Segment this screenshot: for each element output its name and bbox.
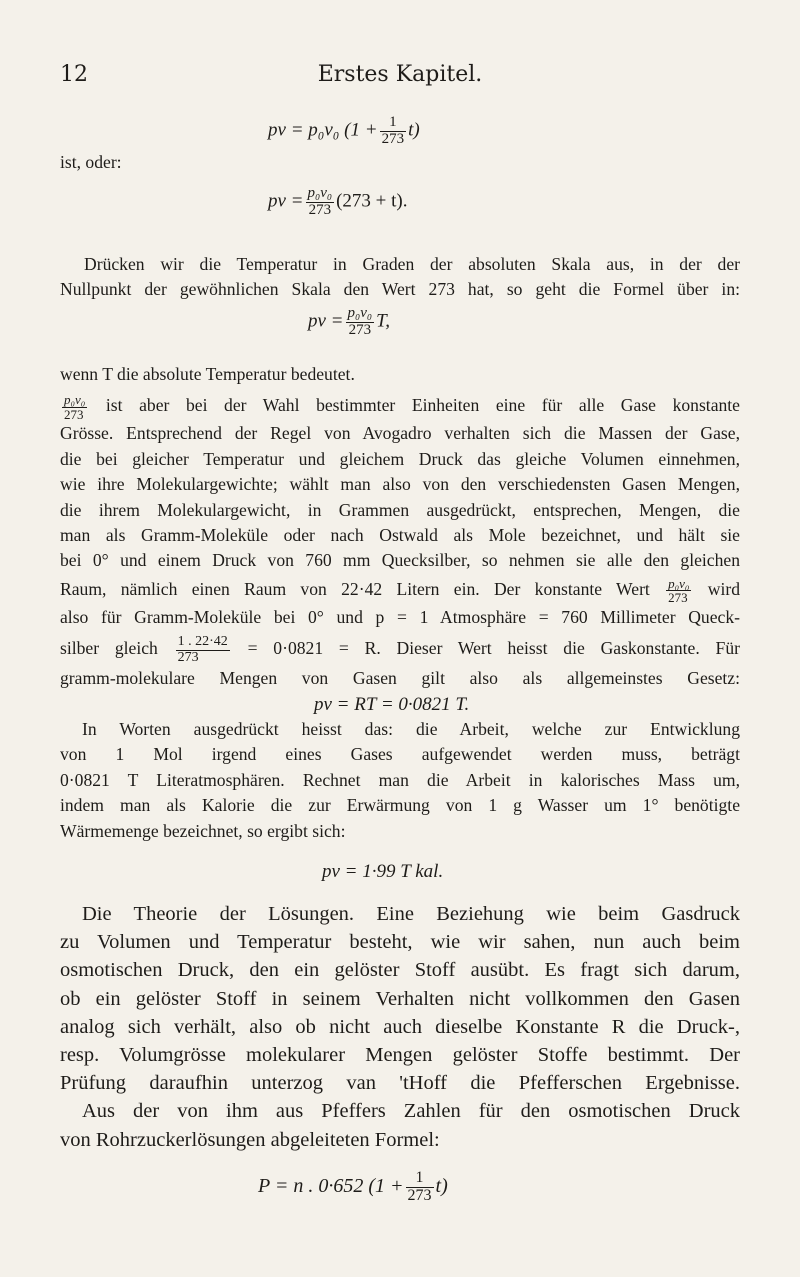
p3-line-8-fraction: [666, 577, 691, 605]
p3-line-4: wie ihre Molekulargewichte; wählt man also von den verschiedensten Gasen Mengen,: [60, 474, 740, 495]
eq1-rhs: = p₀v₀ (1 +: [290, 119, 378, 141]
equation-2: [268, 186, 408, 219]
eq3-tail: T,: [376, 310, 391, 332]
equation-6: [258, 1170, 448, 1205]
paragraph-absolute-scale: [60, 252, 740, 303]
eq6-frac-den: 273: [407, 1186, 432, 1204]
page-header: [60, 62, 740, 90]
p3-line-5: die ihrem Molekulargewicht, in Grammen ausgedrückt, entsprechen, Mengen, die: [60, 499, 740, 520]
eq6-frac-num: 1: [415, 1169, 424, 1186]
p3-frac-den: 273: [62, 407, 87, 422]
equation-4: pv = RT = 0·0821 T.: [314, 694, 470, 715]
equation-5: pv = 1·99 T kal.: [322, 861, 444, 882]
equation-1: [268, 115, 420, 148]
p5-line-6: resp. Volumgrösse molekularer Mengen gelöster Stoffe bestimmt. Der: [60, 1044, 740, 1067]
p4-line-4: indem man als Kalorie die zur Erwärmung von 1 g Wasser um 1° benötigte: [60, 795, 740, 816]
p3-line-11: gramm-molekulare Mengen von Gasen gilt also als allgemeinstes Gesetz:: [60, 668, 740, 689]
p3-frac-num: p₀v₀: [64, 392, 86, 407]
p3-l8-frac-num: p₀v₀: [668, 575, 690, 591]
p5-line-9: von Rohrzuckerlösungen abgeleiteten Formel:: [60, 1128, 440, 1151]
p3-l10-frac-num: 1 . 22·42: [177, 633, 228, 649]
eq3-fraction: [346, 306, 375, 339]
paragraph-in-worten: [60, 717, 740, 844]
p3-fraction: [62, 393, 87, 421]
running-title: Erstes Kapitel.: [317, 62, 483, 87]
p3-line-8-b: wird: [707, 578, 740, 599]
p4-line-3: 0·0821 T Literatmosphären. Rechnet man die Arbeit in kalorisches Mass um,: [60, 769, 740, 790]
p3-line-10-b: = 0·0821 = R. Dieser Wert heisst die Gaskonstante. Für: [247, 638, 740, 659]
p1-line-1: Drücken wir die Temperatur in Graden der absoluten Skala aus, in der der: [84, 254, 740, 274]
eq6-lhs: P = n . 0·652 (1 +: [258, 1174, 404, 1197]
paragraph-absolute-temp: wenn T die absolute Temperatur bedeutet.: [60, 364, 355, 384]
p5-line-1: Die Theorie der Lösungen. Eine Beziehung wie beim Gasdruck: [82, 903, 740, 925]
eq3-frac-num: p₀v₀: [347, 305, 373, 321]
paragraph-avogadro: [60, 393, 740, 692]
p3-line-8-a: Raum, nämlich einen Raum von 22·42 Litern ein. Der konstante Wert: [60, 578, 650, 599]
p5-line-5: analog sich verhält, also ob nicht auch dieselbe Konstante R die Druck-,: [60, 1015, 740, 1038]
p5-line-3: osmotischen Druck, den ein gelöster Stoff ausübt. Es fragt sich darum,: [60, 959, 740, 982]
eq3-lhs: pv =: [308, 310, 344, 332]
p5-line-7: Prüfung daraufhin unterzog van 'tHoff die Pfefferschen Ergebnisse.: [60, 1072, 740, 1095]
p3-line-1: [60, 393, 740, 421]
p3-line-10: [60, 630, 740, 666]
p3-line-9: also für Gramm-Moleküle bei 0° und p = 1 Atmosphäre = 760 Millimeter Queck-: [60, 606, 740, 627]
p1-line-2: Nullpunkt der gewöhnlichen Skala den Wert 273 hat, so geht die Formel über in:: [60, 279, 740, 300]
equation-3: [308, 306, 390, 339]
eq3-frac-den: 273: [346, 322, 375, 339]
eq1-tail: t): [408, 119, 420, 141]
p3-l8-frac-den: 273: [666, 590, 691, 605]
page-number: 12: [60, 62, 88, 87]
eq2-frac-den: 273: [306, 202, 335, 219]
eq6-tail: t): [435, 1174, 448, 1197]
eq1-frac-num: 1: [389, 114, 397, 130]
p3-line-10-a: silber gleich: [60, 638, 158, 659]
eq2-frac-num: p₀v₀: [307, 185, 333, 201]
paragraph-theorie-loesungen: [60, 900, 740, 1154]
p5-line-8: Aus der von ihm aus Pfeffers Zahlen für den osmotischen Druck: [82, 1100, 740, 1123]
p3-line-1-text: ist aber bei der Wahl bestimmter Einheiten eine für alle Gase konstante: [105, 395, 740, 416]
p3-line-8: [60, 574, 740, 605]
p4-line-5: Wärmemenge bezeichnet, so ergibt sich:: [60, 820, 346, 841]
p3-l10-frac-den: 273: [176, 650, 230, 666]
p5-line-4: ob ein gelöster Stoff in seinem Verhalten nicht vollkommen den Gasen: [60, 987, 740, 1010]
p4-line-2: von 1 Mol irgend eines Gases aufgewendet werden muss, beträgt: [60, 744, 740, 765]
p3-line-3: die bei gleicher Temperatur und gleichem Druck das gleiche Volumen einnehmen,: [60, 448, 740, 469]
eq2-fraction: [306, 186, 335, 219]
eq1-frac-den: 273: [381, 130, 405, 147]
p5-line-2: zu Volumen und Temperatur besteht, wie wir sahen, nun auch beim: [60, 931, 740, 954]
p3-line-2: Grösse. Entsprechend der Regel von Avogadro verhalten sich die Massen der Gase,: [60, 423, 740, 444]
eq2-lhs: pv =: [268, 190, 304, 212]
eq2-tail: (273 + t).: [336, 190, 408, 212]
eq1-fraction: [380, 115, 407, 148]
p3-line-7: bei 0° und einem Druck von 760 mm Quecksilber, so nehmen sie alle den gleichen: [60, 550, 740, 571]
ist-oder-text: ist, oder:: [60, 152, 122, 172]
eq1-lhs: pv: [268, 119, 286, 141]
p3-line-10-fraction: [176, 635, 230, 665]
p4-line-1: In Worten ausgedrückt heisst das: die Arbeit, welche zur Entwicklung: [82, 719, 740, 739]
eq6-fraction: [406, 1170, 434, 1205]
p3-line-6: man als Gramm-Moleküle oder nach Ostwald als Mole bezeichnet, und hält sie: [60, 524, 740, 545]
